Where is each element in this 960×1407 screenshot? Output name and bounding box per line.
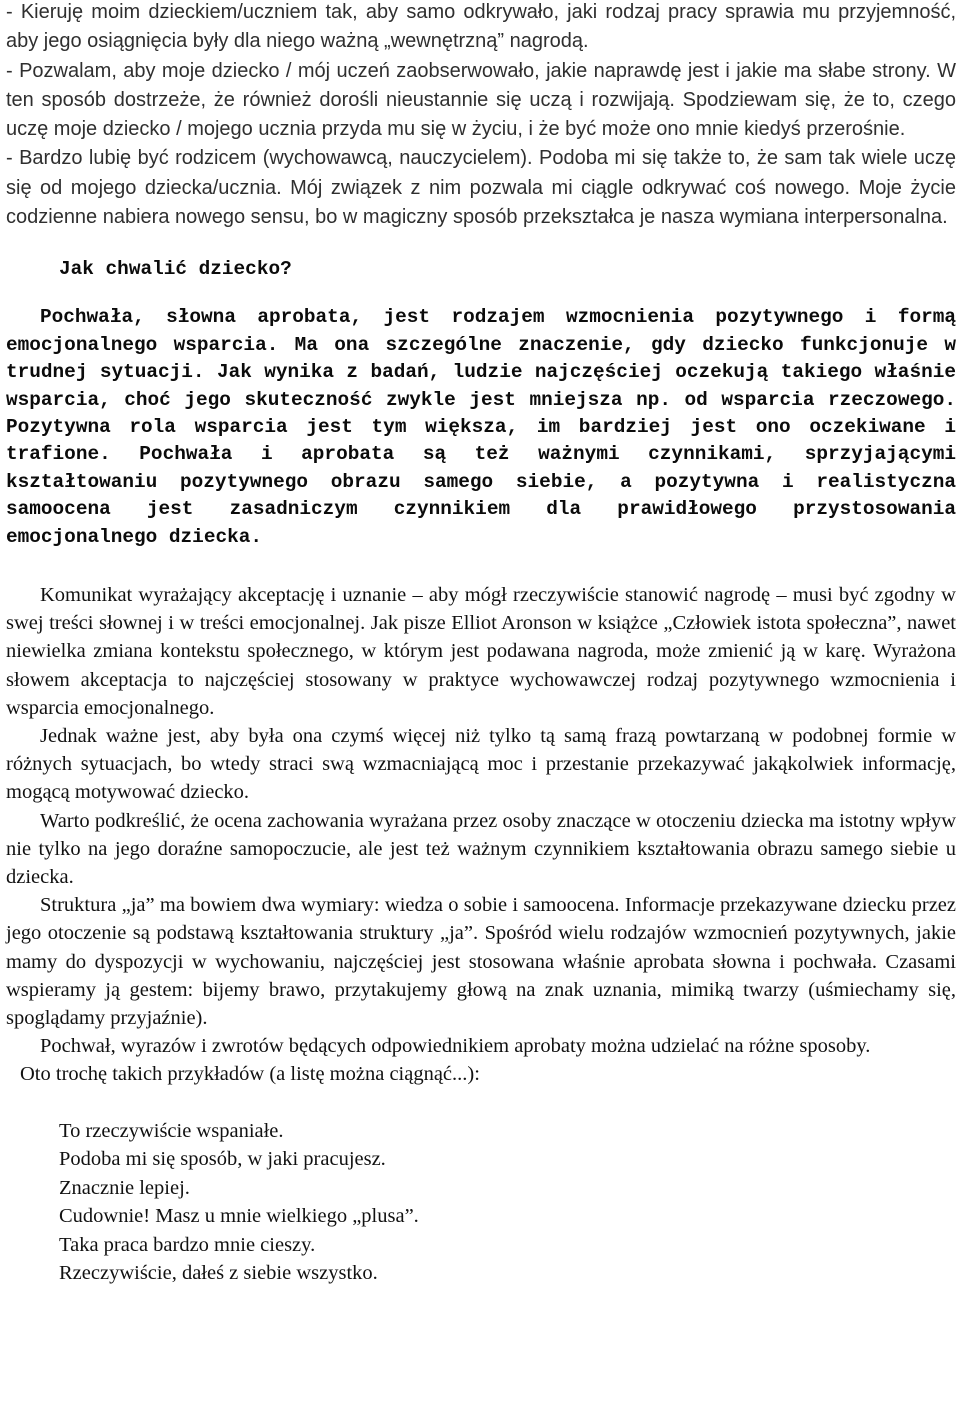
body-paragraph-3: Warto podkreślić, że ocena zachowania wyrażana przez osoby znaczące w otoczeniu dziecka ma istotny wpływ nie tylko na jego doraźne samopoczucie, ale jest też ważnym czynnikiem kształtowania obrazu samego siebie u dziecka. (6, 809, 956, 889)
example-item: Podoba mi się sposób, w jaki pracujesz. (59, 1148, 386, 1171)
praise-paragraph: Pochwał, wyrazów i zwrotów będących odpowiednikiem aprobaty można udzielać na różne sposoby. (40, 1035, 871, 1058)
body-paragraph-2: Jednak ważne jest, aby była ona czymś więcej niż tylko tą samą frazą powtarzaną w podobnej formie w różnych sytuacjach, bo wtedy straci swą wzmacniającą moc i przestanie przekazywać jakąkolwiek informację, mogącą motywować dziecko. (6, 725, 956, 804)
examples-list (6, 1117, 956, 1288)
bold-paragraph: Pochwała, słowna aprobata, jest rodzajem wzmocnienia pozytywnego i formą emocjonalnego wsparcia. Ma ona szczególne znaczenie, gdy dziecko funkcjonuje w trudnej sytuacji. Jak wynika z badań, ludzie najczęściej oczekują takiego właśnie wsparcia, choć jego skuteczność zwykle jest mniejsza np. od wsparcia rzeczowego. Pozytywna rola wsparcia jest tym większa, im bardziej jest ono oczekiwane i trafione. Pochwała i aprobata są też ważnymi czynnikami, sprzyjającymi kształtowaniu pozytywnego obrazu samego siebie, a pozytywna i realistyczna samoocena jest zasadniczym czynnikiem dla prawidłowego przystosowania emocjonalnego dziecka. (6, 306, 956, 548)
example-item: Rzeczywiście, dałeś z siebie wszystko. (59, 1262, 378, 1285)
examples-intro: Oto trochę takich przykładów (a listę można ciągnąć...): (20, 1063, 480, 1086)
section-heading: Jak chwalić dziecko? (59, 258, 292, 281)
intro-bullet-3: - Bardzo lubię być rodzicem (wychowawcą, nauczycielem). Podoba mi się także to, że sam tak wiele uczę się od mojego dziecka/ucznia. Mój związek z nim pozwala mi ciągle odkrywać coś nowego. Moje życie codzienne nabiera nowego sensu, bo w magiczny sposób przekształca je nasza wymiana interpersonalna. (6, 147, 956, 229)
body-paragraph-1: Komunikat wyrażający akceptację i uznanie – aby mógł rzeczywiście stanowić nagrodę – musi być zgodny w swej treści słownej i w treści emocjonalnej. Jak pisze Elliot Aronson w książce „Człowiek istota społeczna”, nawet niewielka zmiana kontekstu społecznego, w którym jest podawana nagroda, może zmienić ją w karę. Wyrażona słowem akceptacja to najczęściej stosowany w praktyce wychowawczej rodzaj pozytywnego wzmocnienia i wsparcia emocjonalnego. (6, 584, 956, 719)
body-section (6, 581, 956, 1089)
example-item: Taka praca bardzo mnie cieszy. (59, 1233, 316, 1256)
example-item: Cudownie! Masz u mnie wielkiego „plusa”. (59, 1205, 419, 1228)
intro-bullet-2: - Pozwalam, aby moje dziecko / mój uczeń zaobserwowało, jakie naprawdę jest i jakie ma słabe strony. W ten sposób dostrzeże, że również dorośli nieustannie się uczą i rozwijają. Spodziewam się, że to, czego uczę moje dziecko / mojego ucznia przyda mu się w życiu, i że być może ono mnie kiedyś przerośnie. (6, 59, 956, 141)
example-item: To rzeczywiście wspaniałe. (59, 1119, 284, 1142)
body-paragraph-4: Struktura „ja” ma bowiem dwa wymiary: wiedza o sobie i samoocena. Informacje przekazywane dziecku przez jego otoczenie są podstawą kształtowania struktury „ja”. Spośród wielu rodzajów wzmocnień pozytywnych, jakie mamy do dyspozycji w wychowaniu, najczęściej jest stosowana właśnie aprobata słowna i pochwała. Czasami wspieramy ją gestem: bijemy brawo, przytakujemy głową na znak uznania, mimiką twarzy (uśmiechamy się, spoglądamy przyjaźnie). (6, 894, 956, 1030)
intro-bullet-1: - Kieruję moim dzieckiem/uczniem tak, aby samo odkrywało, jaki rodzaj pracy sprawia mu przyjemność, aby jego osiągnięcia były dla niego ważną „wewnętrzną” nagrodą. (6, 1, 956, 53)
intro-bullets (6, 0, 956, 232)
bold-section (6, 304, 956, 551)
example-item: Znacznie lepiej. (59, 1176, 190, 1199)
